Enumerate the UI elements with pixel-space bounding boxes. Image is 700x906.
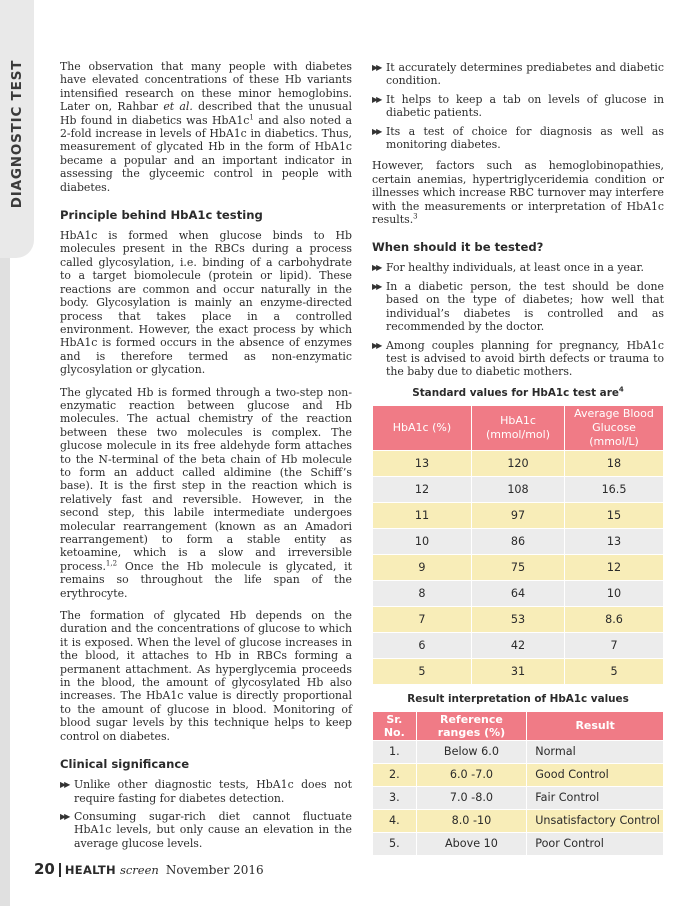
table-cell: 13: [373, 450, 472, 476]
table-cell: 4.: [373, 809, 417, 832]
table-cell: 8: [373, 580, 472, 606]
paragraph-glycation: [60, 386, 352, 601]
list-item-text: It accurately determines prediabetes and diabetic condition.: [386, 61, 664, 88]
paragraph-formation: The formation of glycated Hb depends on the duration and the concentrations of glucose to which it is exposed. When the level of glucose increases in the blood, it attaches to Hb in RBCs forming a permanent attachment. As hyperglycemia proceeds in the blood, the amount of glycosylated Hb also increases. The HbA1c value is directly proportional to the amount of glucose in blood. Monitoring of blood sugar levels by this technique helps to keep control on diabetes.: [60, 609, 352, 743]
table-cell: 5: [565, 658, 664, 684]
double-arrow-icon: ▶▶: [60, 811, 69, 821]
page-number: 20: [34, 860, 55, 878]
table-row: [373, 763, 664, 786]
list-item: [372, 125, 664, 152]
table-cell: 7.0 -8.0: [416, 786, 527, 809]
table-title-text: Standard values for HbA1c test are: [412, 386, 619, 399]
list-item: [372, 339, 664, 379]
paragraph-principle: HbA1c is formed when glucose binds to Hb molecules present in the RBCs during a process called glycosylation, i.e. binding of a carbohydrate to a target biomolecule (protein or lipid). These reactions are common and occur naturally in the body. Glycosylation is mainly an enzyme-directed process that takes place in a controlled environment. However, the exact process by which HbA1c is formed occurs in the absence of enzymes and is therefore termed as non-enzymatic glycosylation or glycation.: [60, 229, 352, 377]
heading-when-tested: When should it be tested?: [372, 240, 544, 255]
table-cell: 2.: [373, 763, 417, 786]
table-cell: 13: [565, 528, 664, 554]
result-interpretation-table: [372, 711, 664, 856]
table-cell: Normal: [527, 740, 664, 763]
heading-clinical: Clinical significance: [60, 757, 190, 772]
table-cell: 97: [471, 502, 564, 528]
table-header-row: [373, 711, 664, 740]
table-cell: 31: [471, 658, 564, 684]
list-item-text: Its a test of choice for diagnosis as well as monitoring diabetes.: [386, 124, 664, 152]
citation-superscript: 4: [618, 385, 624, 394]
text-span: described that the unusual Hb found in diabetics was HbA1c: [60, 100, 352, 127]
table-cell: Fair Control: [527, 786, 664, 809]
standard-values-table: [372, 405, 664, 685]
table-cell: 10: [373, 528, 472, 554]
column-header: HbA1c (mmol/mol): [471, 405, 564, 450]
standard-values-table-title: [372, 387, 664, 399]
column-header: Reference ranges (%): [416, 711, 527, 740]
list-item: [372, 61, 664, 88]
double-arrow-icon: ▶▶: [372, 340, 381, 350]
table-cell: 16.5: [565, 476, 664, 502]
table-row: [373, 832, 664, 855]
table-cell: 8.6: [565, 606, 664, 632]
side-strip: [0, 258, 10, 906]
issue-date: November 2016: [165, 863, 264, 877]
column-header: Average Blood Glucose (mmol/L): [565, 405, 664, 450]
list-item-text: In a diabetic person, the test should be done based on the type of diabetes; how well that individual’s diabetes is controlled and as recommended by the doctor.: [386, 279, 664, 334]
table-row: [373, 528, 664, 554]
table-cell: 18: [565, 450, 664, 476]
double-arrow-icon: ▶▶: [372, 94, 381, 104]
table-cell: 6: [373, 632, 472, 658]
text-span: The glycated Hb is formed through a two-step non-enzymatic reaction between glucose and Hb molecules. The actual chemistry of the reaction between these two molecules is complex. The glucose molecule in its free aldehyde form attaches to the N-terminal of the beta chain of Hb molecule to form an adduct called aldimine (the Schiff’s base). It is the first step in the reaction which is relatively fast and reversible. However, in the second step, this labile intermediate undergoes molecular rearrangement (known as an Amadori rearrangement) to form a stable entity as ketoamine, which is a slow and irreversible process.: [60, 385, 352, 573]
table-row: [373, 740, 664, 763]
table-cell: 10: [565, 580, 664, 606]
clinical-list: [60, 778, 352, 850]
magazine-name-italic: screen: [119, 863, 159, 877]
double-arrow-icon: ▶▶: [372, 281, 381, 291]
list-item-text: For healthy individuals, at least once in a year.: [386, 261, 644, 275]
table-cell: 8.0 -10: [416, 809, 527, 832]
table-row: [373, 606, 664, 632]
when-tested-list: [372, 261, 664, 378]
table-cell: 12: [373, 476, 472, 502]
list-item: [372, 280, 664, 334]
column-header: Result: [527, 711, 664, 740]
double-arrow-icon: ▶▶: [372, 263, 381, 273]
list-item-text: Unlike other diagnostic tests, HbA1c does not require fasting for diabetes detection.: [74, 778, 352, 805]
table-row: [373, 658, 664, 684]
paragraph-intro: [60, 60, 352, 194]
double-arrow-icon: ▶▶: [372, 63, 381, 72]
table-cell: 7: [565, 632, 664, 658]
list-item-text: Among couples planning for pregnancy, HbA1c test is advised to avoid birth defects or trauma to the baby due to diabetic mothers.: [386, 338, 664, 379]
result-interpretation-table-title: Result interpretation of HbA1c values: [407, 692, 629, 705]
table-row: [373, 554, 664, 580]
footer-divider: [59, 863, 61, 877]
citation-superscript: 1,2: [105, 559, 118, 568]
table-cell: Poor Control: [527, 832, 664, 855]
table-row: [373, 786, 664, 809]
table-cell: 3.: [373, 786, 417, 809]
table-cell: 75: [471, 554, 564, 580]
table-header-row: [373, 405, 664, 450]
table-cell: 12: [565, 554, 664, 580]
list-item: [372, 261, 664, 274]
table-cell: 86: [471, 528, 564, 554]
clinical-list-continued: [372, 61, 664, 151]
table-cell: 5: [373, 658, 472, 684]
double-arrow-icon: ▶▶: [372, 126, 381, 136]
table-row: [373, 809, 664, 832]
text-span: The observation that many people with diabetes have elevated concentrations of these Hb variants intensified research on these minor hemoglobins. Later on, Rahbar: [60, 60, 352, 114]
table-cell: 7: [373, 606, 472, 632]
table-cell: 6.0 -7.0: [416, 763, 527, 786]
column-header: Sr. No.: [373, 711, 417, 740]
magazine-name: HEALTH: [64, 863, 116, 877]
citation-superscript: 1: [249, 113, 254, 121]
table-cell: 1.: [373, 740, 417, 763]
heading-principle: Principle behind HbA1c testing: [60, 208, 263, 223]
table-cell: Below 6.0: [416, 740, 527, 763]
paragraph-interference: [372, 159, 664, 226]
list-item: [60, 810, 352, 850]
table-row: [373, 580, 664, 606]
table-cell: 5.: [373, 832, 417, 855]
table-cell: 120: [471, 450, 564, 476]
table-cell: Good Control: [527, 763, 664, 786]
section-tab: [4, 59, 30, 209]
table-cell: 11: [373, 502, 472, 528]
table-row: [373, 632, 664, 658]
table-row: [373, 502, 664, 528]
double-arrow-icon: ▶▶: [60, 780, 69, 790]
text-span: However, factors such as hemoglobinopathies, certain anemias, hypertriglyceridemia condition or illnesses which increase RBC turnover may interfere with the measurements or interpretation of HbA1c results.: [372, 159, 664, 227]
list-item-text: Consuming sugar-rich diet cannot fluctuate HbA1c levels, but only cause an elevation in the average glucose levels.: [74, 809, 352, 850]
text-span: Once the Hb molecule is glycated, it remains so throughout the life span of the erythrocyte.: [60, 559, 352, 600]
table-cell: Unsatisfactory Control: [527, 809, 664, 832]
section-tab-label: DIAGNOSTIC TEST: [9, 59, 25, 209]
right-column: [372, 61, 664, 856]
table-cell: Above 10: [416, 832, 527, 855]
text-span: and also noted a 2-fold increase in levels of HbA1c in diabetics. Thus, measurement of glycated Hb in the form of HbA1c became a popular and an important indicator in assessing the glyceemic control in people with diabetes.: [60, 113, 352, 194]
text-span: et al.: [163, 100, 193, 114]
left-column: [60, 60, 352, 858]
list-item: [60, 778, 352, 805]
table-cell: 64: [471, 580, 564, 606]
list-item: [372, 93, 664, 120]
table-cell: 53: [471, 606, 564, 632]
table-cell: 42: [471, 632, 564, 658]
table-cell: 9: [373, 554, 472, 580]
citation-superscript: 3: [413, 212, 418, 221]
table-cell: 15: [565, 502, 664, 528]
table-row: [373, 476, 664, 502]
table-row: [373, 450, 664, 476]
page-footer: [34, 860, 264, 880]
list-item-text: It helps to keep a tab on levels of glucose in diabetic patients.: [386, 92, 664, 120]
table-cell: 108: [471, 476, 564, 502]
column-header: HbA1c (%): [373, 405, 472, 450]
